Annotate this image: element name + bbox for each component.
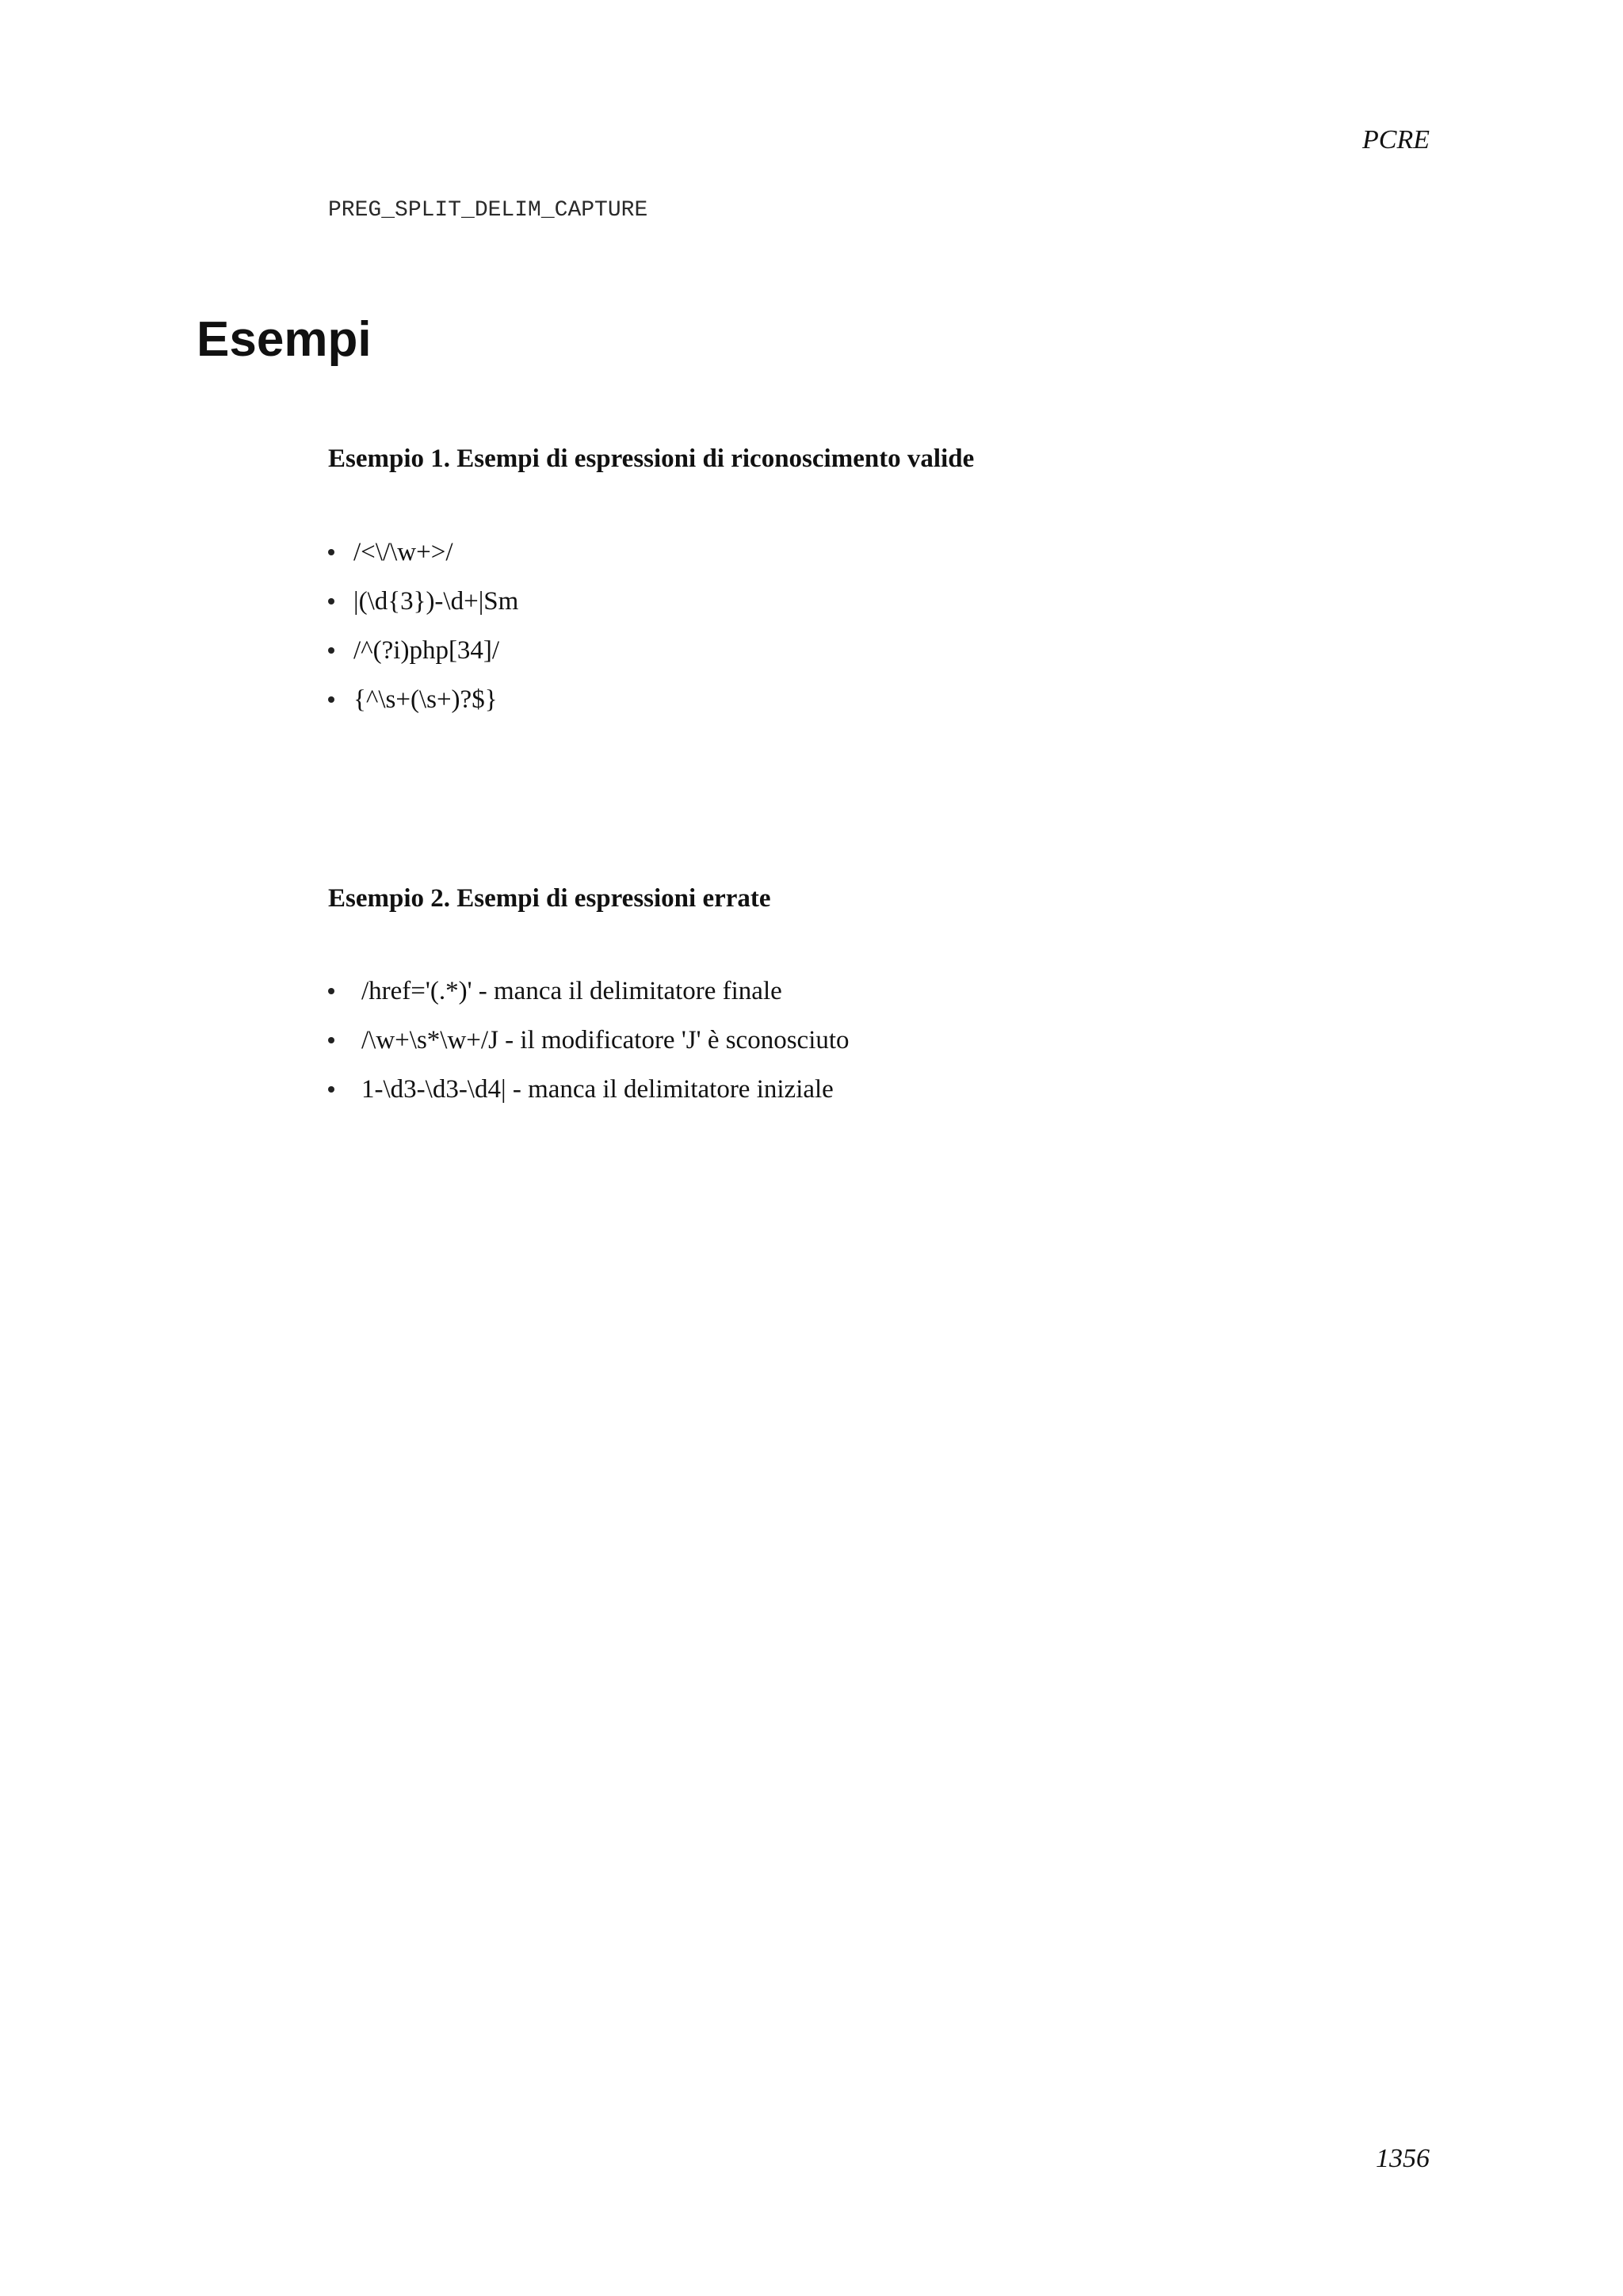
list-item-text: /\w+\s*\w+/J - il modificatore 'J' è sconosciuto (361, 1025, 850, 1055)
example-2-list (328, 967, 850, 1114)
bullet-icon (328, 1037, 334, 1043)
section-title: Esempi (197, 312, 372, 367)
bullet-icon (328, 988, 334, 994)
example-1-title: Esempio 1. Esempi di espressioni di riconoscimento valide (328, 444, 975, 473)
example-2-title: Esempio 2. Esempi di espressioni errate (328, 884, 771, 913)
list-item (328, 967, 850, 1016)
list-item (328, 577, 518, 626)
list-item-text: /<\/\w+>/ (353, 537, 453, 566)
running-header: PCRE (1362, 125, 1430, 154)
bullet-icon (328, 696, 334, 703)
example-1-list (328, 528, 518, 724)
list-item-text: /href='(.*)' - manca il delimitatore finale (361, 976, 782, 1005)
list-item (328, 675, 518, 724)
bullet-icon (328, 598, 334, 605)
bullet-icon (328, 647, 334, 654)
bullet-icon (328, 549, 334, 555)
list-item (328, 528, 518, 577)
list-item-text: 1-\d3-\d3-\d4| - manca il delimitatore iniziale (361, 1074, 834, 1104)
list-item (328, 1065, 850, 1114)
list-item-text: /^(?i)php[34]/ (353, 635, 500, 665)
list-item (328, 1016, 850, 1065)
list-item (328, 626, 518, 675)
page-number: 1356 (1376, 2144, 1430, 2173)
code-constant: PREG_SPLIT_DELIM_CAPTURE (328, 198, 648, 223)
bullet-icon (328, 1086, 334, 1093)
list-item-text: {^\s+(\s+)?$} (353, 685, 498, 714)
list-item-text: |(\d{3})-\d+|Sm (353, 586, 519, 616)
